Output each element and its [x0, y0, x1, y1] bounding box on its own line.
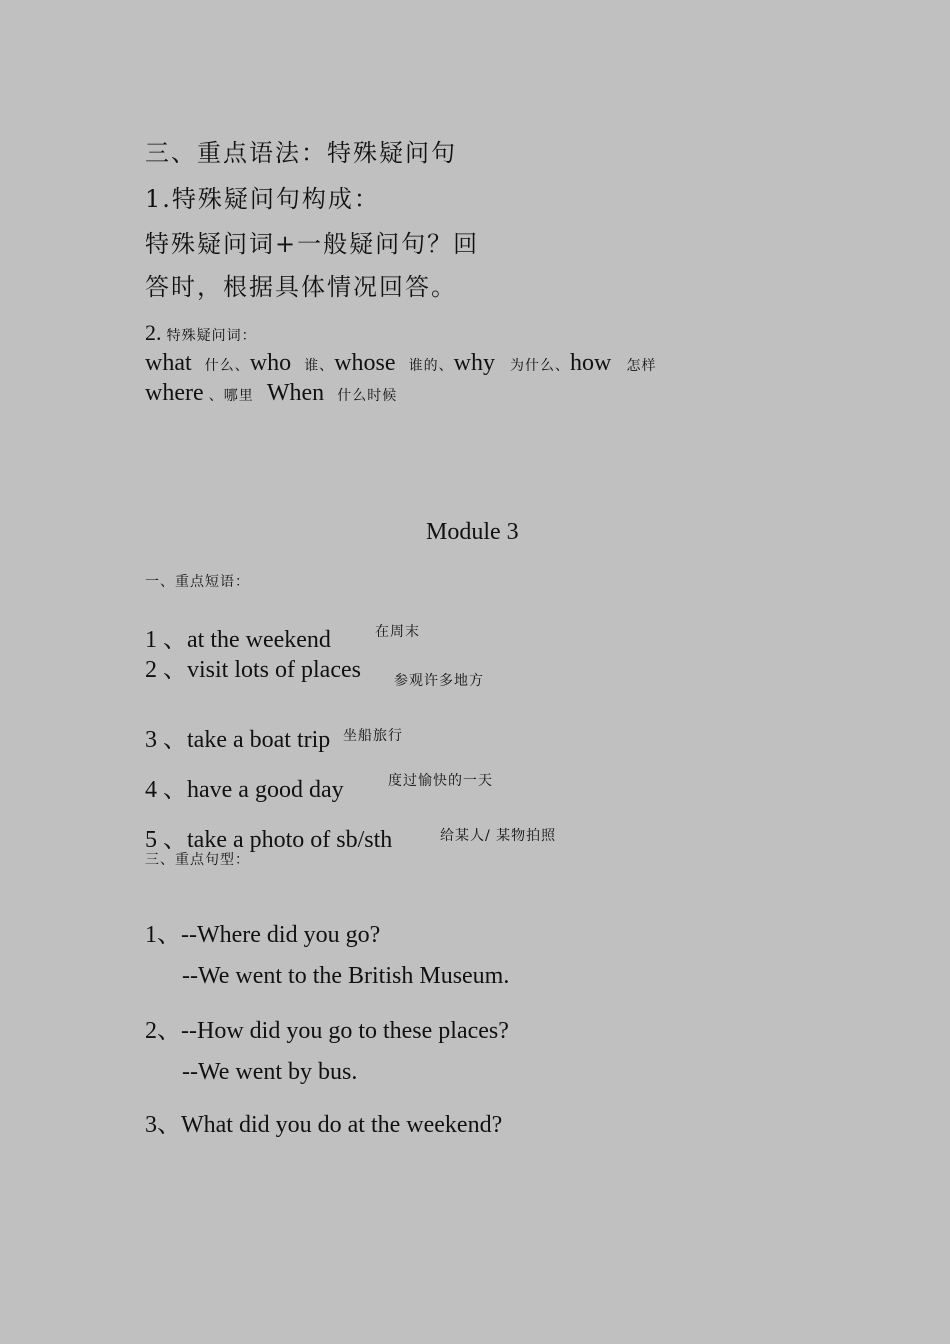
sentence-item: 3、What did you do at the weekend?	[145, 1112, 503, 1138]
question-word-cn: 为什么、	[510, 358, 571, 374]
question-word-en: whose	[334, 350, 396, 376]
sentence-item: 1、--Where did you go?	[145, 922, 381, 948]
sentence-item: --We went to the British Museum.	[182, 963, 510, 989]
phrase-item: 1 、at the weekend	[145, 627, 331, 653]
question-word-cn: 、哪里	[208, 388, 254, 404]
module-title: Module 3	[426, 519, 519, 545]
question-word-cn: 什么时候	[337, 388, 398, 404]
phrase-item: 2 、visit lots of places	[145, 657, 361, 683]
question-words-row2	[145, 380, 397, 407]
phrase-item: 4 、have a good day	[145, 777, 344, 803]
phrase-gloss: 给某人/ 某物拍照	[440, 828, 557, 844]
question-word-en: who	[249, 350, 292, 376]
phrase-gloss: 坐船旅行	[343, 728, 403, 744]
phrase-gloss: 度过愉快的一天	[388, 773, 493, 789]
question-word-cn: 什么、	[204, 358, 250, 374]
phrases-heading: 一、重点短语：	[145, 574, 250, 590]
question-word-cn: 怎样	[626, 358, 657, 374]
question-word-en: where	[145, 380, 204, 406]
question-words-row1	[145, 350, 656, 377]
phrase-gloss: 在周末	[375, 624, 420, 640]
grammar-heading: 三、重点语法：特殊疑问句	[145, 139, 457, 167]
question-word-cn: 谁的、	[408, 358, 454, 374]
sentence-item: 2、--How did you go to these places?	[145, 1018, 509, 1044]
grammar-item1-title: 1.特殊疑问句构成：	[145, 185, 380, 213]
sentences-heading: 三、重点句型：	[145, 852, 250, 868]
question-word-en: what	[145, 350, 192, 376]
question-word-en: When	[266, 380, 325, 406]
phrase-gloss: 参观许多地方	[394, 673, 484, 689]
sentence-item: --We went by bus.	[182, 1059, 358, 1085]
grammar-item2-title-line	[145, 320, 257, 346]
question-word-cn: 谁、	[304, 358, 335, 374]
question-word-en: why	[453, 350, 495, 376]
question-word-en: how	[570, 350, 612, 376]
grammar-item2-number: 2.	[145, 320, 162, 345]
grammar-item2-title: 特殊疑问词：	[166, 328, 257, 344]
grammar-item1-line2: 答时，根据具体情况回答。	[145, 273, 457, 301]
phrase-item: 3 、take a boat trip	[145, 727, 331, 753]
phrase-item: 5 、take a photo of sb/sth	[145, 827, 393, 853]
grammar-item1-line1: 特殊疑问词+一般疑问句？回	[145, 230, 480, 258]
